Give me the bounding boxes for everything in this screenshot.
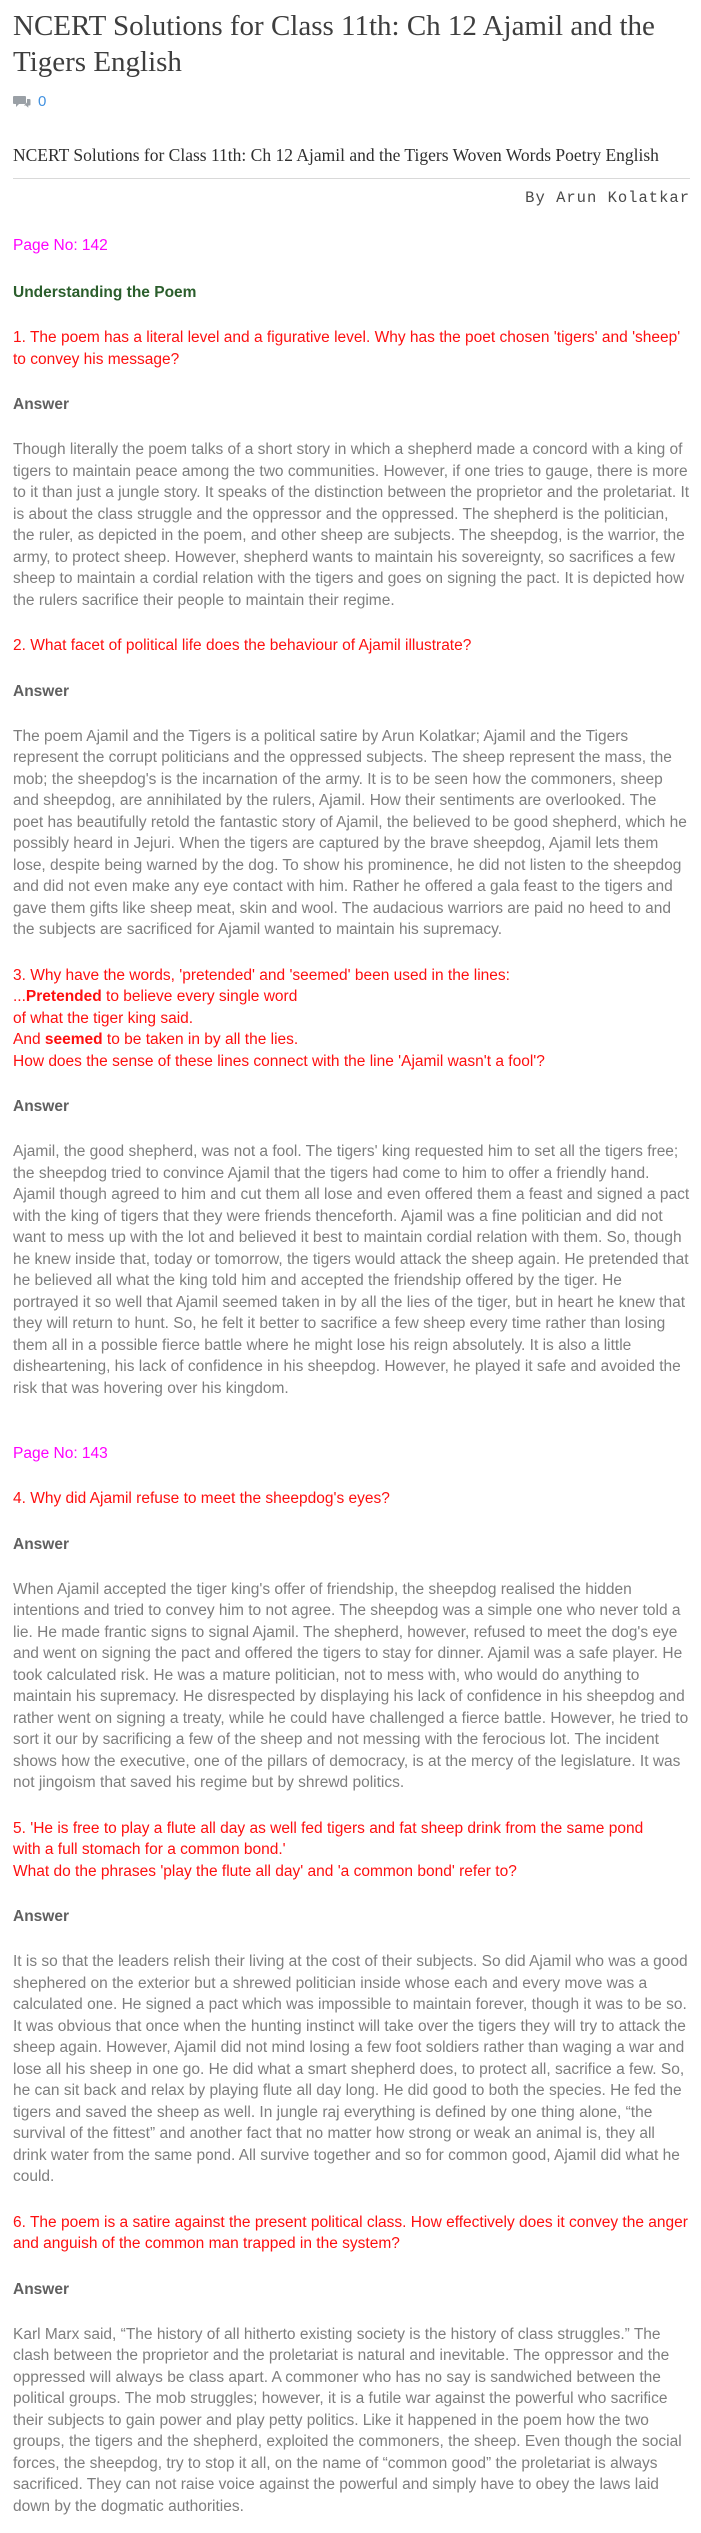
section-heading: Understanding the Poem xyxy=(13,284,197,301)
answer-5: It is so that the leaders relish their living at the cost of their subjects. So did Ajamil who was a good shephered on the exterior but a shrewed politician inside whose each and every move was a calculated one. He signed a pact which was impossible to maintain forever, though it was to be so. It was obvious that once when the hunting instinct will take over the tigers they will try to attack the sheep again. However, Ajamil did not mind losing a few foot soldiers rather than waging a war and lose all his sheep in one go. He did what a smart shepherd does, to protect all, sacrifice a few. So, he can sit back and relax by playing flute all day long. He did good to both the species. He fed the tigers and saved the sheep as well. In jungle raj everything is defined by one thing alone, “the survival of the fittest” and another fact that no matter how strong or weak an animal is, they all drink water from the same pond. All survive together and so for common good, Ajamil did what he could. xyxy=(13,1953,688,2185)
answer-label-4: Answer xyxy=(13,1535,69,1553)
question-line: How does the sense of these lines connect with the line 'Ajamil wasn't a fool'? xyxy=(13,1052,545,1070)
question-line: What do the phrases 'play the flute all day' and 'a common bond' refer to? xyxy=(13,1862,517,1880)
question-bold-word: Pretended xyxy=(25,988,102,1005)
answer-1: Though literally the poem talks of a short story in which a shepherd made a concord with a king of tigers to maintain peace among the two communities. However, if one tries to gauge, there is more to it than just a jungle story. It speaks of the distinction between the proprietor and the proletariat. It is about the class struggle and the oppressor and the oppressed. The shepherd is the politician, the ruler, as depicted in the poem, and other sheep are subjects. The sheepdog, is the warrior, the army, to protect sheep. However, shepherd wants to maintain his sovereignty, so sacrifices a few sheep to maintain a cordial relation with the tigers and goes on signing the pact. It is depicted how the rulers sacrifice their people to maintain their regime. xyxy=(13,441,690,609)
question-line xyxy=(13,1029,690,1051)
answer-label-1: Answer xyxy=(13,396,69,413)
question-line: of what the tiger king said. xyxy=(13,1009,194,1027)
question-6: 6. The poem is a satire against the present political class. How effectively does it convey the anger and anguish of the common man trapped in the system? xyxy=(13,2213,688,2252)
answer-3: Ajamil, the good shepherd, was not a fool. The tigers' king requested him to set all the tigers free; the sheepdog tried to convince Ajamil that the tigers had come to him to offer a friendly hand. Ajamil though agreed to him and cut them all lose and even offered them a feast and signed a pact with the king of tigers that they were friends thenceforth. Ajamil was a fine politician and did not want to mess up with the lot and believed it best to maintain cordial relation with them. So, though he knew inside that, today or tomorrow, the tigers would attack the sheep again. He pretended that he believed all what the king told him and accepted the friendship offered by the tiger. He portrayed it so well that Ajamil seemed taken in by all the lies of the tiger, but in heart he knew that they will return to hunt. So, he felt it better to sacrifice a few sheep every time rather than losing them all in a possible fierce battle where he might lose his reign absolutely. It is also a little disheartening, his lack of confidence in his sheepdog. However, he played it safe and avoided the risk that was hovering over his kingdom. xyxy=(13,1143,690,1397)
answer-label-6: Answer xyxy=(13,2280,69,2298)
divider xyxy=(13,178,690,179)
question-2: 2. What facet of political life does the behaviour of Ajamil illustrate? xyxy=(13,637,472,654)
question-1: 1. The poem has a literal level and a figurative level. Why has the poet chosen 'tigers' and 'sheep' to convey his message? xyxy=(13,329,681,368)
page-title: NCERT Solutions for Class 11th: Ch 12 Ajamil and the Tigers English xyxy=(13,10,655,78)
question-line-rest: to believe every single word xyxy=(101,988,298,1005)
answer-4: When Ajamil accepted the tiger king's offer of friendship, the sheepdog realised the hidden intentions and tried to convey him to not agree. The sheepdog was a simple one who never told a lie. He made frantic signs to signal Ajamil. The shepherd, however, refused to meet the dog's eye and went on signing the pact and offered the tigers to stay for dinner. Ajamil was a safe player. He took calculated risk. He was a mature politician, not to mess with, who would do anything to maintain his supremacy. He disrespected by displaying his lack of confidence in his sheepdog and rather went on signing a treaty, while he could have challenged a fierce battle. However, he tried to sort it our by sacrificing a few of the sheep and not messing with the ferocious lot. The incident shows how the executive, one of the pillars of democracy, is at the mercy of the legislature. It was not jingoism that saved his regime but by shrewd politics. xyxy=(13,1580,689,1791)
answer-2: The poem Ajamil and the Tigers is a political satire by Arun Kolatkar; Ajamil and the Tigers represent the corrupt politicians and the oppressed subjects. The sheep represent the mass, the mob; the sheepdog's is the incarnation of the army. It is to be seen how the commoners, sheep and sheepdog, are annihilated by the rulers, Ajamil. How their sentiments are overlooked. The poet has beautifully retold the fantastic story of Ajamil, the believed to be good shepherd, which he possibly heard in Jejuri. When the tigers are captured by the brave sheepdog, Ajamil lets them lose, despite being warned by the dog. To show his prominence, he did not listen to the sheepdog and did not even make any eye contact with him. Rather he offered a gala feast to the tigers and gave them gifts like sheep meat, skin and wool. The audacious warriors are paid no heed to and the subjects are sacrificed for Ajamil wanted to maintain his supremacy. xyxy=(13,727,687,938)
question-5 xyxy=(13,1818,690,1883)
question-line xyxy=(13,986,690,1008)
page-number-143: Page No: 143 xyxy=(13,1445,108,1462)
comments-link[interactable] xyxy=(13,94,690,110)
article-page xyxy=(0,8,701,2533)
question-line: with a full stomach for a common bond.' xyxy=(13,1841,286,1858)
question-4: 4. Why did Ajamil refuse to meet the sheepdog's eyes? xyxy=(13,1490,390,1507)
question-line-pre: ... xyxy=(13,988,26,1005)
question-line: 5. 'He is free to play a flute all day as well fed tigers and fat sheep drink from the same pond xyxy=(13,1819,644,1837)
question-bold-word: seemed xyxy=(44,1031,103,1048)
answer-label-3: Answer xyxy=(13,1098,69,1115)
question-3 xyxy=(13,965,690,1073)
answer-6: Karl Marx said, “The history of all hitherto existing society is the history of class struggles.” The clash between the proprietor and the proletariat is natural and inevitable. The oppressor and the oppressed will always be class apart. A commoner who has no say is sandwiched between the political groups. The mob struggles; however, it is a futile war against the powerful who sacrifice their subjects to gain power and play petty politics. Like it happened in the poem how the two groups, the tigers and the shepherd, exploited the commoners, the sheep. Even though the social forces, the sheepdog, try to stop it all, on the name of “common good” the proletariat is always sacrificed. They can not raise voice against the powerful and simply have to obey the laws laid down by the dogmatic authorities. xyxy=(13,2325,682,2515)
page-number-142: Page No: 142 xyxy=(13,237,108,254)
question-line: 3. Why have the words, 'pretended' and 'seemed' been used in the lines: xyxy=(13,966,510,984)
comment-count[interactable]: 0 xyxy=(38,93,47,110)
question-line-rest: to be taken in by all the lies. xyxy=(102,1031,299,1048)
question-line-pre: And xyxy=(13,1031,45,1048)
answer-label-2: Answer xyxy=(13,682,69,700)
post-subtitle: NCERT Solutions for Class 11th: Ch 12 Ajamil and the Tigers Woven Words Poetry English xyxy=(13,145,659,165)
answer-label-5: Answer xyxy=(13,1908,69,1925)
comment-bubble-icon xyxy=(13,95,31,110)
byline: By Arun Kolatkar xyxy=(525,189,690,207)
